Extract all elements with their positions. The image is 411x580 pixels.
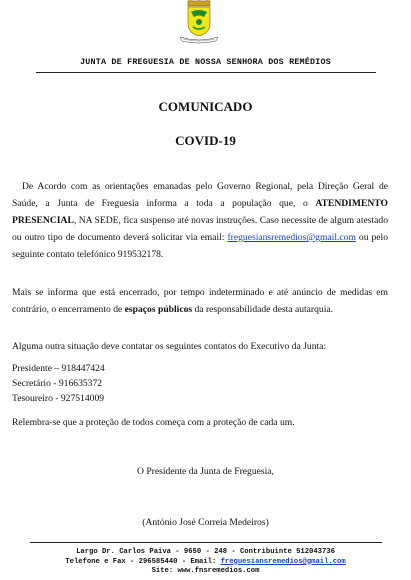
document-subtitle: COVID-19 — [175, 133, 236, 148]
paragraph-closure-intro: Mais se informa que está encerrado, por tempo indeterminado e até anúncio de medidas em contrário, o encerramento de — [12, 287, 388, 315]
document-title: COMUNICADO — [158, 99, 253, 114]
paragraph-attendance-tail: ou pelo seguinte contato telefónico 919532178. — [12, 232, 388, 260]
email-link[interactable]: freguesiansremedios@gmail.com — [227, 232, 356, 243]
contacts-list — [12, 361, 388, 406]
paragraph-closure — [12, 284, 388, 318]
contact-treasurer: Tesoureiro - 927514009 — [12, 393, 105, 404]
contact-president: Presidente – 918447424 — [12, 363, 105, 374]
contact-secretary: Secretário - 916635372 — [12, 378, 103, 389]
footer-contacts — [0, 548, 411, 577]
organization-header: JUNTA DE FREGUESIA DE NOSSA SENHORA DOS REMÉDIOS — [80, 57, 331, 67]
header-divider — [36, 72, 376, 73]
paragraph-closure-tail: da responsabilidade desta autarquia. — [192, 304, 334, 315]
footer-site[interactable]: Site: www.fnsremedios.com — [151, 567, 260, 575]
paragraph-attendance — [12, 178, 388, 263]
footer-phone: Telefone e Fax - 296585440 - Email: — [65, 557, 221, 566]
paragraph-closure-bold: espaços públicos — [124, 304, 193, 315]
parish-crest-logo — [171, 0, 227, 44]
signature-role: O Presidente da Junta de Freguesia, — [137, 466, 274, 477]
paragraph-attendance-intro: De Acordo com as orientações emanadas pelo Governo Regional, pela Direção Geral de Saúde, a Junta de Freguesia informa a toda a população que, o — [12, 181, 388, 209]
footer-address: Largo Dr. Carlos Paiva - 9650 - 248 - Contribuinte 512043736 — [76, 548, 335, 556]
paragraph-attendance-bold: ATENDIMENTO PRESENCIAL — [12, 198, 388, 226]
signature-name: (António José Correia Medeiros) — [142, 517, 269, 528]
paragraph-closing: Relembra-se que a proteção de todos começa com a proteção de cada um. — [12, 417, 295, 428]
paragraph-contacts-intro: Alguma outra situação deve contatar os seguintes contatos do Executivo da Junta: — [12, 341, 327, 352]
footer-divider — [30, 542, 382, 543]
footer-phone-email — [0, 558, 411, 568]
footer-email-link[interactable]: freguesiansremedios@gmail.com — [220, 557, 346, 566]
paragraph-attendance-mid: , NA SEDE, fica suspenso até novas instruções. Caso necessite de algum atestado ou outro tipo de documento deverá solicitar via email: — [12, 215, 388, 243]
